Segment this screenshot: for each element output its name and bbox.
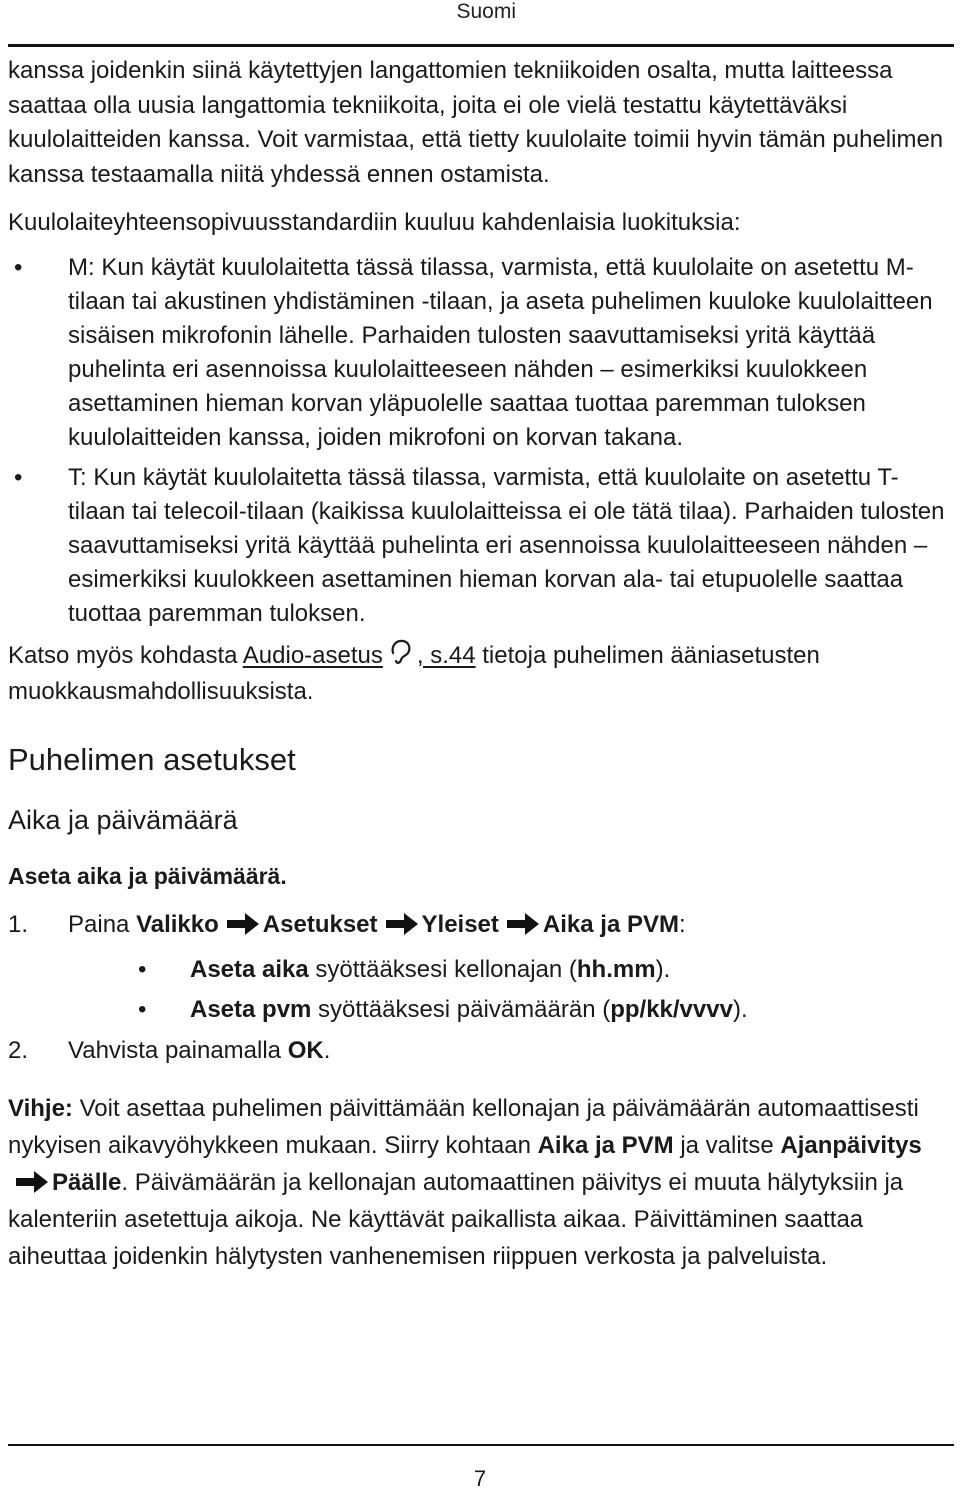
tip-label: Vihje: [8,1094,73,1122]
intro-paragraph: kanssa joidenkin siinä käytettyjen langattomien tekniikoiden osalta, mutta laitteessa saattaa olla uusia langattomia tekniikoita, joita ei ole vielä testattu käytettäväksi kuulolaitteiden kanssa. Voit varmistaa, että tietty kuulolaite toimii hyvin tämän puhelimen kanssa testaamalla niitä yhdessä ennen ostamista. [8,57,944,188]
option-format: hh.mm [576,955,656,983]
list-item [68,950,952,990]
page-content [8,54,952,1275]
ok-key-label: OK [287,1036,324,1064]
see-also-paragraph [8,637,952,710]
option-term: Aseta pvm [190,995,312,1023]
bullet-term: T [68,463,80,491]
tip-paragraph [8,1090,952,1275]
bullet-text: : Kun käytät kuulolaitetta tässä tilassa, varmista, että kuulolaite on asetettu T-tilaan tai telecoil-tilaan (kaikissa kuulolaitteissa ei ole tätä tilaa). Parhaiden tulosten saavuttamiseksi yritä käyttää puhelinta eri asennoissa kuulolaitteeseen nähden – esimerkiksi kuulokkeen asettaminen hieman korvan ala- tai etupuolelle saattaa tuottaa paremman tuloksen. [68,463,945,627]
page-number: 7 [473,1466,487,1491]
see-also-prefix: Katso myös kohdasta [8,641,243,669]
bullet-term: M [68,253,88,281]
step-prefix: Vahvista painamalla [68,1036,288,1064]
procedure-steps [8,908,952,1068]
option-text: syöttääksesi kellonajan ( [308,955,577,983]
menu-item-valikko: Valikko [136,910,219,938]
tip-text-3: . Päivämäärän ja kellonajan automaattinen päivitys ei muuta hälytyksiin ja kalenteriin asetettuja aikoja. Ne käyttävät paikallista aikaa. Päivittäminen saattaa aiheuttaa joidenkin hälytysten vanhenemisen riippuen verkosta ja palveluista. [8,1168,904,1270]
subsection-title: Aika ja päivämäärä [8,804,238,835]
procedure-title: Aseta aika ja päivämäärä. [8,862,287,889]
option-term: Aseta aika [190,955,309,983]
step-number: 1. [8,910,29,938]
step-suffix: : [678,910,686,938]
arrow-right-icon [505,911,541,937]
option-end: ). [732,995,748,1023]
menu-item-aika-ja-pvm: Aika ja PVM [542,910,679,938]
step-2 [8,1034,952,1068]
tip-term-paalle: Päälle [52,1168,122,1196]
tip-text-1: Voit asettaa puhelimen päivittämään kellonajan ja päivämäärän automaattisesti nykyisen aikavyöhykkeen mukaan. Siirry kohtaan [8,1094,919,1159]
step-prefix: Paina [68,910,137,938]
classification-intro: Kuulolaiteyhteensopivuusstandardiin kuuluu kahdenlaisia luokituksia: [8,209,741,236]
arrow-right-icon [14,1169,50,1195]
bullet-marker: • [138,995,147,1023]
section-title: Puhelimen asetukset [8,741,296,777]
audio-settings-link[interactable] [243,642,476,669]
list-item [68,990,952,1030]
step-1 [8,908,952,1030]
bullet-text: : Kun käytät kuulolaitetta tässä tilassa, varmista, että kuulolaite on asetettu M-tilaan tai akustinen yhdistäminen -tilaan, ja aseta puhelimen kuuloke kuulolaitteen sisäisen mikrofonin lähelle. Parhaiden tulosten saavuttamiseksi yritä käyttää puhelinta eri asennoissa kuulolaitteeseen nähden – esimerkiksi kuulokkeen asettaminen hieman korvan yläpuolelle saattaa tuottaa paremman tuloksen kuulolaitteiden kanssa, joiden mikrofoni on korvan takana. [68,253,933,451]
bottom-rule [8,1444,954,1446]
step-1-options [68,950,952,1030]
list-item [8,251,952,455]
step-number: 2. [8,1036,29,1064]
step-suffix: . [323,1036,331,1064]
top-rule [8,44,954,47]
see-also-suffix: tietoja puhelimen ääniasetusten muokkausmahdollisuuksista. [8,641,820,705]
tip-text-2: ja valitse [673,1131,781,1159]
menu-item-yleiset: Yleiset [421,910,499,938]
audio-settings-link-text: Audio-asetus [242,641,383,669]
menu-item-asetukset: Asetukset [262,910,378,938]
list-item [8,461,952,631]
arrow-right-icon [384,911,420,937]
tip-term-ajanpaivitys: Ajanpäivitys [780,1131,922,1159]
ear-icon [385,637,415,667]
option-format: pp/kk/vvvv [610,995,733,1023]
tip-term-aika-ja-pvm: Aika ja PVM [537,1131,674,1159]
arrow-right-icon [225,911,261,937]
classification-list [8,251,952,631]
option-end: ). [655,955,671,983]
header-language: Suomi [456,0,516,23]
bullet-marker: • [14,463,23,491]
option-text: syöttääksesi päivämäärän ( [311,995,611,1023]
audio-settings-link-page: , s.44 [416,641,476,669]
bullet-marker: • [14,253,23,281]
bullet-marker: • [138,955,147,983]
